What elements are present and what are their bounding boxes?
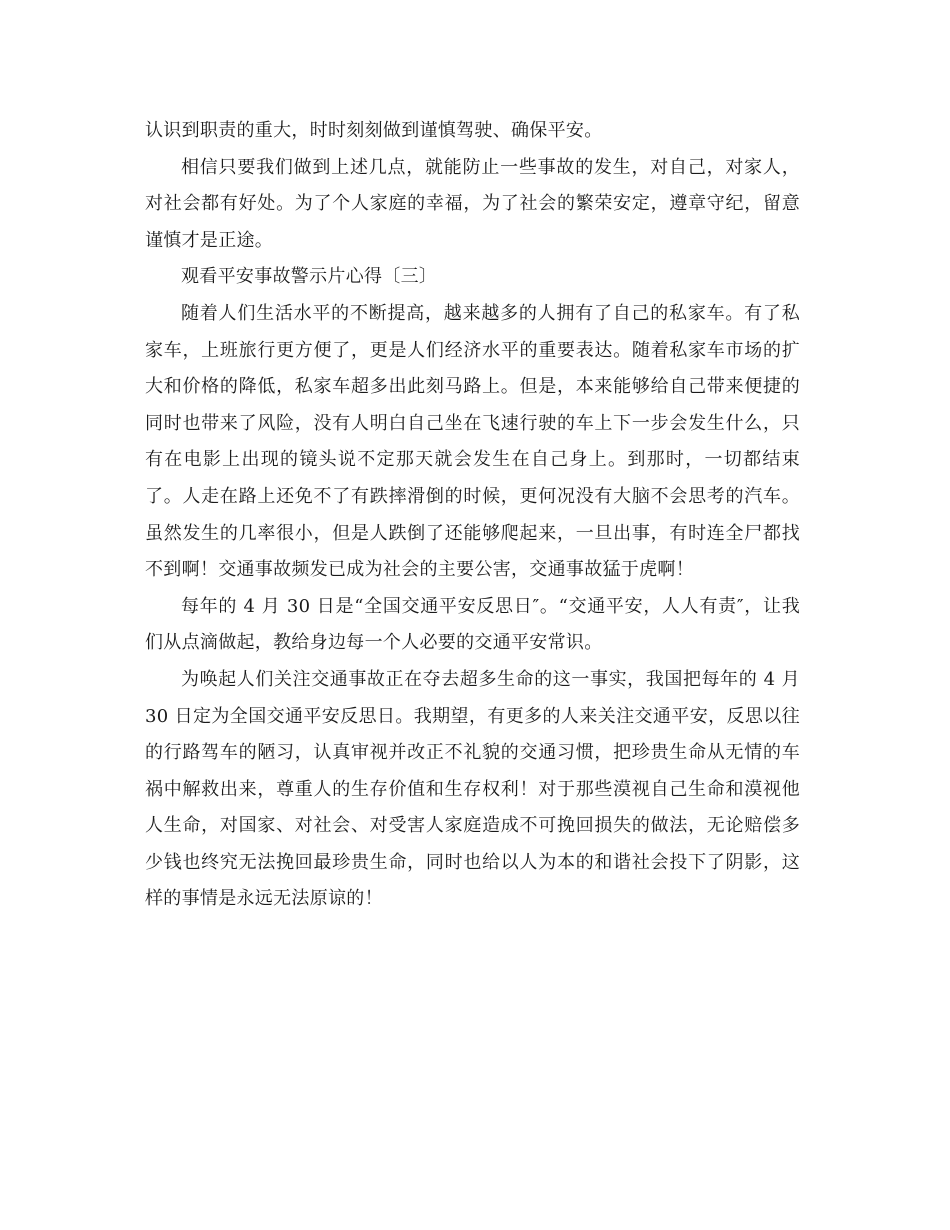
paragraph-6: 为唤起人们关注交通事故正在夺去超多生命的这一事实，我国把每年的 4 月 30 日定为全国交通平安反思日。我期望，有更多的人来关注交通平安，反思以往的行路驾车的陋习，认真审视并改正不礼貌的交通习惯，把珍贵生命从无情的车祸中解救出来，尊重人的生存价值和生存权利！对于那些漠视自己生命和漠视他人生命，对国家、对社会、对受害人家庭造成不可挽回损失的做法，无论赔偿多少钱也终究无法挽回最珍贵生命，同时也给以人为本的和谐社会投下了阴影，这样的事情是永远无法原谅的！ [145,668,800,910]
paragraph-2: 相信只要我们做到上述几点，就能防止一些事故的发生，对自己，对家人，对社会都有好处。为了个人家庭的幸福，为了社会的繁荣安定，遵章守纪，留意谨慎才是正途。 [145,156,800,251]
paragraph-4: 随着人们生活水平的不断提高，越来越多的人拥有了自己的私家车。有了私家车，上班旅行更方便了，更是人们经济水平的重要表达。随着私家车市场的扩大和价格的降低，私家车超多出此刻马路上。但是，本来能够给自己带来便捷的同时也带来了风险，没有人明白自己坐在飞速行驶的车上下一步会发生什么，只有在电影上出现的镜头说不定那天就会发生在自己身上。到那时，一切都结束了。人走在路上还免不了有跌摔滑倒的时候，更何况没有大脑不会思考的汽车。虽然发生的几率很小，但是人跌倒了还能够爬起来，一旦出事，有时连全尸都找不到啊！交通事故频发已成为社会的主要公害，交通事故猛于虎啊！ [145,302,800,581]
document-body [145,113,800,918]
paragraph-5: 每年的 4 月 30 日是“全国交通平安反思日″。“交通平安，人人有责″，让我们从点滴做起，教给身边每一个人必要的交通平安常识。 [145,595,800,654]
paragraph-1: 认识到职责的重大，时时刻刻做到谨慎驾驶、确保平安。 [145,120,603,141]
section-heading: 观看平安事故警示片心得〔三〕 [181,266,438,288]
